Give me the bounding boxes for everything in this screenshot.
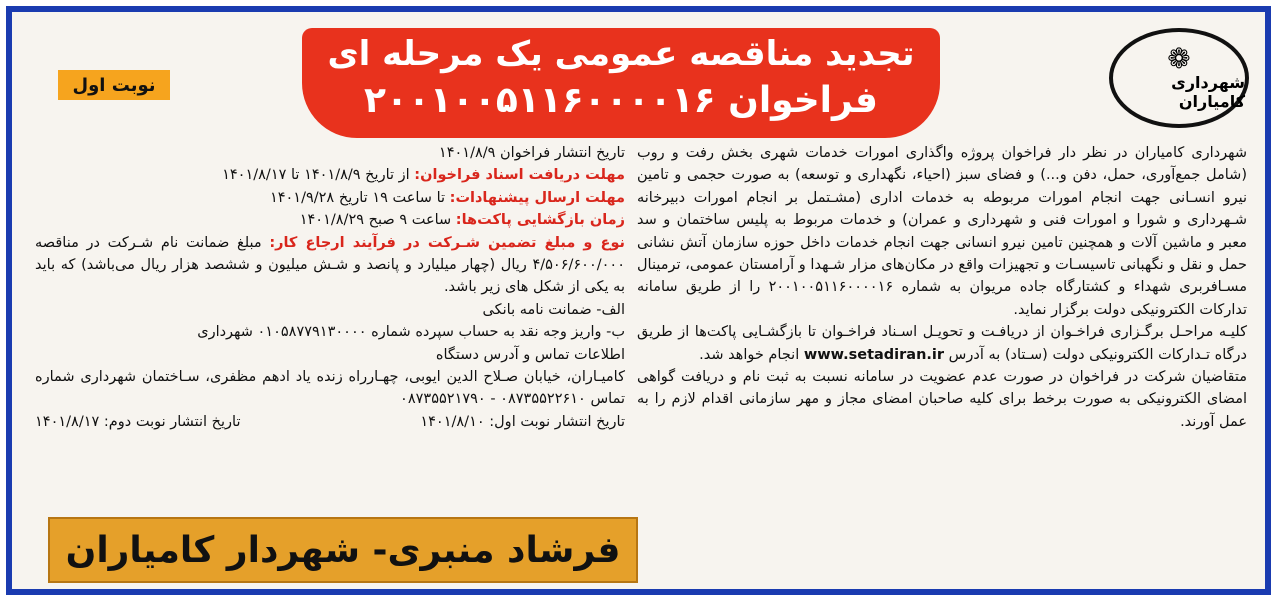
opening-time	[35, 209, 625, 231]
opening-value: ساعت ۹ صبح ۱۴۰۱/۸/۲۹	[299, 212, 452, 229]
setad-link[interactable]: www.setadiran.ir	[803, 346, 945, 363]
municipality-logo	[1109, 28, 1249, 128]
first-round-date: تاریخ انتشار نوبت اول: ۱۴۰۱/۸/۱۰	[420, 413, 625, 430]
header-banner	[302, 28, 940, 138]
right-column	[637, 142, 1247, 433]
doc-deadline-label: مهلت دریافت اسناد فراخوان:	[414, 167, 625, 184]
guarantee	[35, 232, 625, 299]
guarantee-label: نوع و مبلغ تضمین شـرکت در فرآیند ارجاع کار:	[269, 234, 625, 251]
left-column	[35, 142, 625, 433]
tender-notice	[6, 6, 1271, 595]
option-a: الف- ضمانت نامه بانکی	[482, 301, 625, 318]
contact-title: اطلاعات تماس و آدرس دستگاه	[435, 346, 625, 363]
bid-deadline-value: تا ساعت ۱۹ تاریخ ۱۴۰۱/۹/۲۸	[269, 189, 446, 206]
round-dates	[35, 411, 625, 433]
emblem-icon: ❁	[1167, 42, 1191, 75]
signature-box: فرشاد منبری- شهردار کامیاران	[48, 517, 638, 583]
doc-deadline	[35, 164, 625, 186]
intro-paragraph: شهرداری کامیاران در نظر دار فراخوان پروژه واگذاری امورات خدمات شهری بخش رفت و روب (شامل جمع‌آوری، حمل، دفن و...) و فضای سبز (احیاء، نگهداری و توسعه) به صورت حجمی و تامین نیرو انسـانی جهت انجام امورات مربوطه به خدمات اداری (مشـتمل بر انجام امورات دبیرخانه شـهرداری و شورا و امورات فنی و شهرداری و عمران) و خدمات مربوط به پلیس ساختمان و سد معبر و ماشین آلات و همچنین تامین نیرو انسانی جهت انجام خدمات داخل حوزه سازمان آتش نشانی حمل و نقل و نگهبانی تاسیسـات و تجهیزات واقع در مکان‌های مزار شـهدا و آرامستان عمومی، ترمینال مسـافربری شهداء و کشتارگاه جاده مریوان به شماره ۲۰۰۱۰۰۵۱۱۶۰۰۰۰۱۶ را از طریق سامانه تدارکات الکترونیکی دولت برگزار نماید.	[637, 145, 1247, 318]
option-b: ب- واریز وجه نقد به حساب سپرده شماره ۰۱۰۵۸۷۷۹۱۳۰۰۰۰ شهرداری	[197, 324, 625, 341]
publish-date: تاریخ انتشار فراخوان ۱۴۰۱/۸/۹	[438, 145, 625, 161]
round-badge: نوبت اول	[58, 70, 170, 100]
opening-label: زمان بازگشایی پاکت‌ها:	[455, 212, 625, 229]
address: کامیـاران، خیابان صـلاح الدین ایوبی، چهـارراه زنده یاد ادهم مظفری، سـاختمان شهرداری شماره تماس ۰۸۷۳۵۵۲۲۶۱۰ - ۰۸۷۳۵۵۲۱۷۹۰	[35, 369, 625, 408]
logo-text: شهرداری کامیاران	[1171, 73, 1245, 111]
guarantee-value: مبلغ ضمانت نام شـرکت در مناقصه ۴/۵۰۶/۶۰۰/۰۰۰ ریال (چهار میلیارد و پانصد و شـش میلیون و ششصد هزار ریال می‌باشد) که باید به یکی از شکل های زیر باشد.	[35, 234, 625, 296]
second-round-date: تاریخ انتشار نوبت دوم: ۱۴۰۱/۸/۱۷	[35, 413, 241, 430]
doc-deadline-value: از تاریخ ۱۴۰۱/۸/۹ تا ۱۴۰۱/۸/۱۷	[222, 167, 410, 184]
process-paragraph	[637, 321, 1247, 366]
bid-deadline-label: مهلت ارسال پیشنهادات:	[449, 189, 625, 206]
applicants-paragraph: متقاضیان شرکت در فراخوان در صورت عدم عضویت در سامانه نسبت به ثبت نام و دریافت گواهی امضای الکترونیکی به صورت برخط برای کلیه صاحبان امضای مجاز و مهر سازمانی اقدام لازم را به عمل آورند.	[637, 369, 1247, 430]
notice-title: تجدید مناقصه عمومی یک مرحله ای	[327, 34, 915, 74]
process-tail: انجام خواهد شد.	[699, 346, 800, 363]
call-number: فراخوان ۲۰۰۱۰۰۵۱۱۶۰۰۰۰۱۶	[364, 80, 878, 121]
process-text: کلیـه مراحـل برگـزاری فراخـوان از دریافـت و تحویـل اسـناد فراخـوان تا بازگشـایی پاکت‌ها از طریق درگاه تـدارکات الکترونیکی دولت (سـتاد) به آدرس	[637, 324, 1247, 363]
bid-deadline	[35, 187, 625, 209]
